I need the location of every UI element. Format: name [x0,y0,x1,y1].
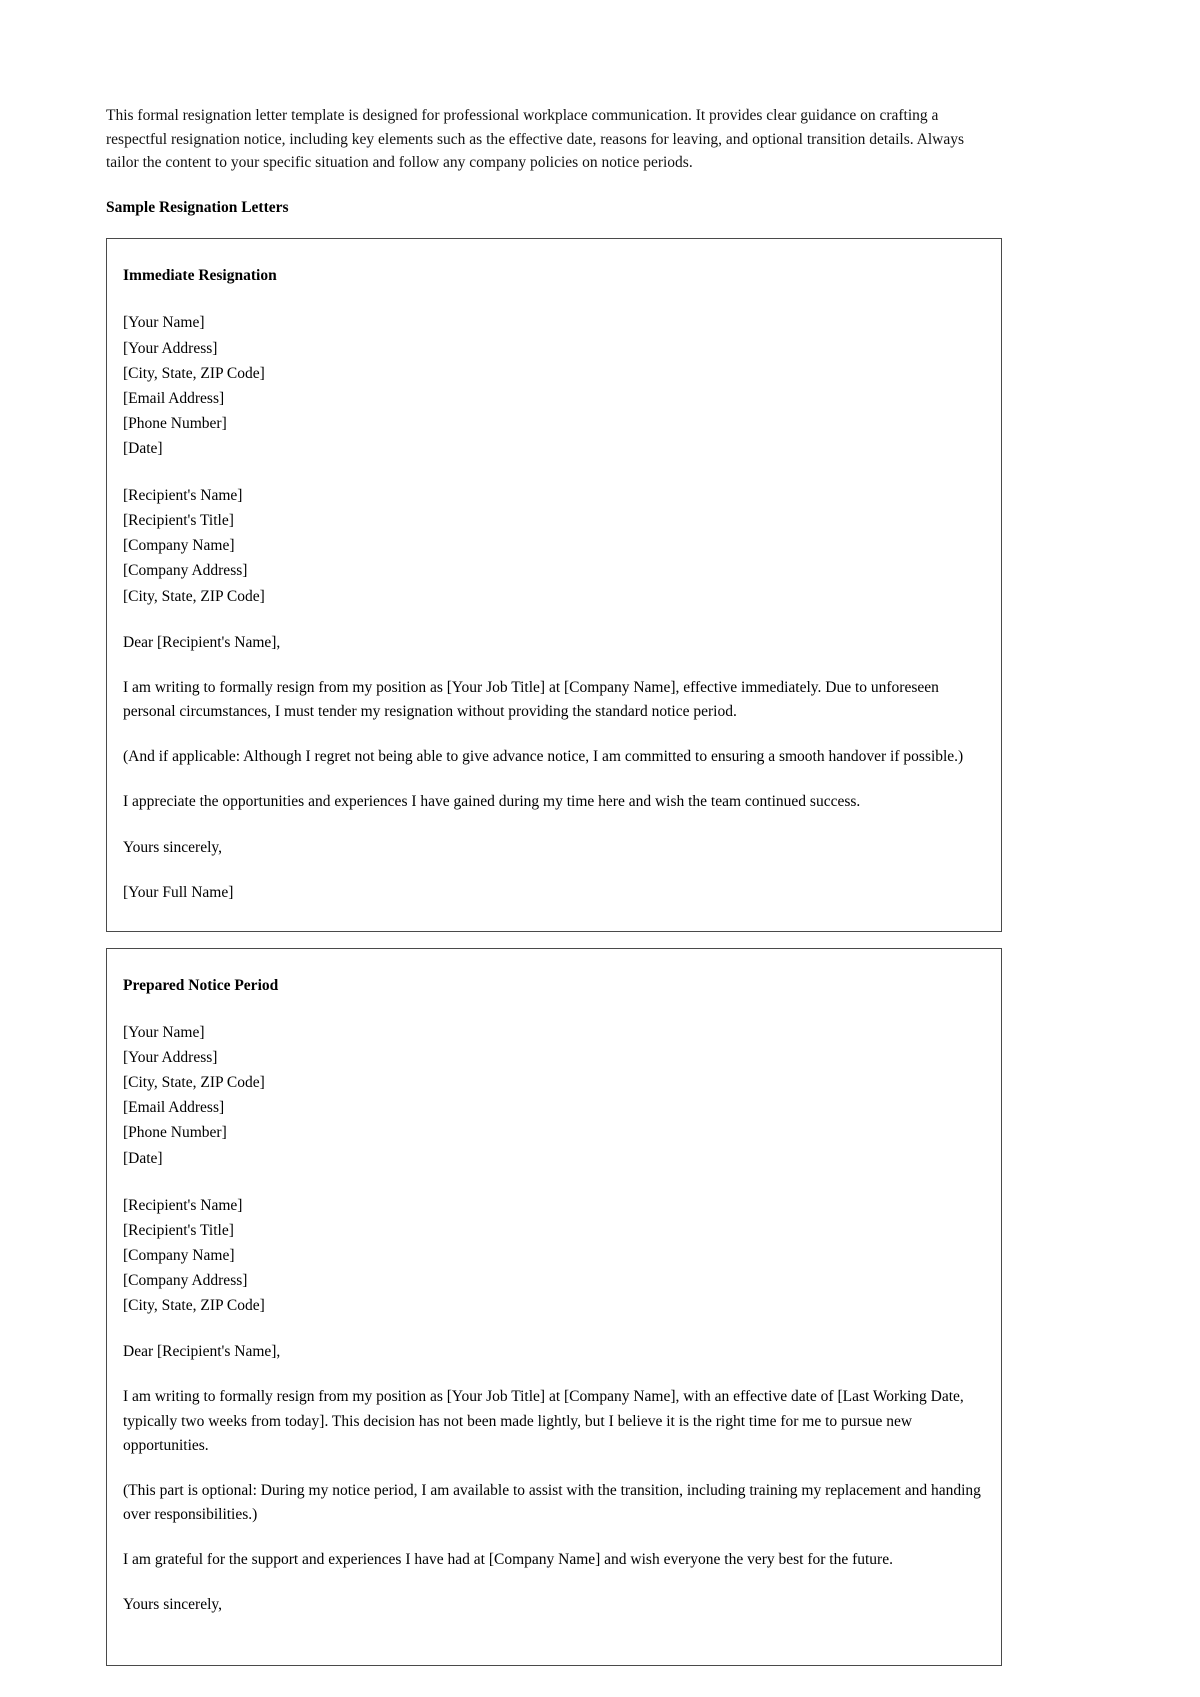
addr-line: [Email Address] [123,1099,225,1117]
addr-line: [Email Address] [123,389,225,407]
letter-title: Immediate Resignation [123,267,277,285]
body-paragraph: I am writing to formally resign from my position as [Your Job Title] at [Company Name], effective immediately. Due to unforeseen personal circumstances, I must tender my resignation without providing the standard notice period. [123,678,939,721]
addr-line: [Phone Number] [123,1124,227,1142]
addr-line: [Company Name] [123,537,235,555]
letter-card-immediate-resignation [106,238,1002,932]
body-paragraph: (This part is optional: During my notice period, I am available to assist with the transition, including training my replacement and handing over responsibilities.) [123,1481,981,1524]
addr-line: [Your Name] [123,314,205,332]
addr-line: [Recipient's Title] [123,512,234,530]
addr-line: [City, State, ZIP Code] [123,1074,265,1092]
addr-line: [Company Name] [123,1246,235,1264]
addr-line: [Date] [123,1149,163,1167]
recipient-address-block [123,483,983,609]
addr-line: [Company Address] [123,1272,248,1289]
body-paragraph: I appreciate the opportunities and experiences I have gained during my time here and wish the team continued success. [123,793,861,811]
sender-address-block [123,310,983,461]
letter-title: Prepared Notice Period [123,976,279,994]
signoff: Yours sincerely, [123,838,223,856]
body-paragraph: I am writing to formally resign from my position as [Your Job Title] at [Company Name], with an effective date of [Last Working Date, typically two weeks from today]. This decision has not been made lightly, but I believe it is the right time for me to pursue new opportunities. [123,1388,964,1454]
addr-line: [Recipient's Name] [123,487,243,505]
body-paragraph: I am grateful for the support and experiences I have had at [Company Name] and wish everyone the very best for the future. [123,1551,893,1569]
addr-line: [Recipient's Name] [123,1196,243,1214]
letter-card-prepared-notice-period [106,948,1002,1666]
addr-line: [Your Address] [123,339,218,357]
sender-address-block [123,1020,983,1171]
signature-line: [Your Full Name] [123,883,234,901]
addr-line: [Date] [123,440,163,458]
addr-line: [Recipient's Title] [123,1221,234,1239]
addr-line: [City, State, ZIP Code] [123,587,265,605]
intro-paragraph: This formal resignation letter template is designed for professional workplace communication. It provides clear guidance on crafting a respectful resignation notice, including key elements such as the effective date, reasons for leaving, and optional transition details. Always tailor the content to your specific situation and follow any company policies on notice periods. [106,107,964,172]
addr-line: [City, State, ZIP Code] [123,364,265,382]
page-title: Sample Resignation Letters [106,198,289,216]
body-paragraph: (And if applicable: Although I regret not being able to give advance notice, I am committed to ensuring a smooth handover if possible.) [123,748,964,766]
addr-line: [Your Name] [123,1024,205,1042]
signoff: Yours sincerely, [123,1596,223,1614]
addr-line: [Company Address] [123,562,248,580]
addr-line: [City, State, ZIP Code] [123,1297,265,1315]
addr-line: [Your Address] [123,1049,218,1067]
salutation: Dear [Recipient's Name], [123,633,281,651]
recipient-address-block [123,1193,983,1319]
addr-line: [Phone Number] [123,414,227,432]
salutation: Dear [Recipient's Name], [123,1343,281,1361]
